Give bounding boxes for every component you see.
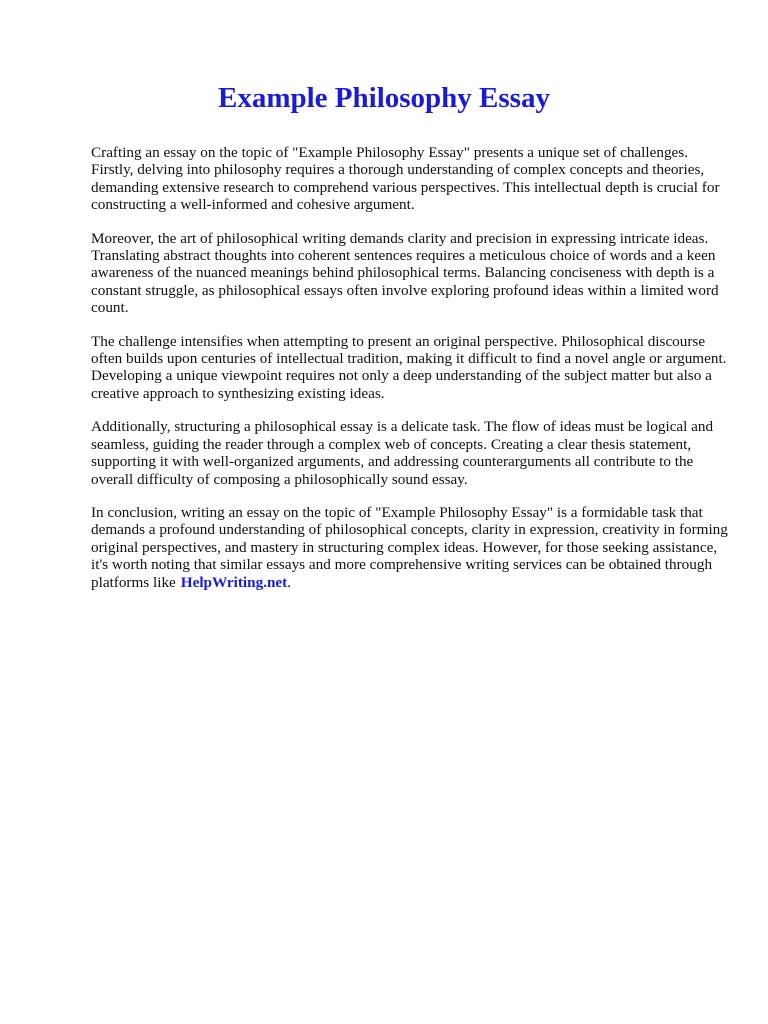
paragraph-conclusion [91, 504, 731, 591]
paragraph-4: Additionally, structuring a philosophical essay is a delicate task. The flow of ideas must be logical and seamless, guiding the reader through a complex web of concepts. Creating a clear thesis statement, supporting it with well-organized arguments, and addressing counterarguments all contribute to the overall difficulty of composing a philosophically sound essay. [91, 418, 714, 488]
document-title: Example Philosophy Essay [218, 82, 550, 114]
paragraph-1: Crafting an essay on the topic of "Example Philosophy Essay" presents a unique set of challenges. Firstly, delving into philosophy requires a thorough understanding of complex concepts and theories, demanding extensive research to comprehend various perspectives. This intellectual depth is crucial for constructing a well-informed and cohesive argument. [91, 144, 720, 214]
document-body [91, 144, 731, 607]
conclusion-period: . [287, 573, 292, 591]
conclusion-text: In conclusion, writing an essay on the topic of "Example Philosophy Essay" is a formidable task that demands a profound understanding of philosophical concepts, clarity in expression, creativity in forming original perspectives, and mastery in structuring complex ideas. However, for those seeking assistance, it's worth noting that similar essays and more comprehensive writing services can be obtained through platforms like [91, 503, 728, 591]
helpwriting-link[interactable]: HelpWriting.net [180, 573, 288, 591]
paragraph-2: Moreover, the art of philosophical writing demands clarity and precision in expressing intricate ideas. Translating abstract thoughts into coherent sentences requires a meticulous choice of words and a keen awareness of the nuanced meanings behind philosophical terms. Balancing conciseness with depth is a constant struggle, as philosophical essays often involve exploring profound ideas within a limited word count. [91, 229, 719, 317]
paragraph-3: The challenge intensifies when attempting to present an original perspective. Philosophical discourse often builds upon centuries of intellectual tradition, making it difficult to find a novel angle or argument. Developing a unique viewpoint requires not only a deep understanding of the subject matter but also a creative approach to synthesizing existing ideas. [91, 332, 727, 402]
